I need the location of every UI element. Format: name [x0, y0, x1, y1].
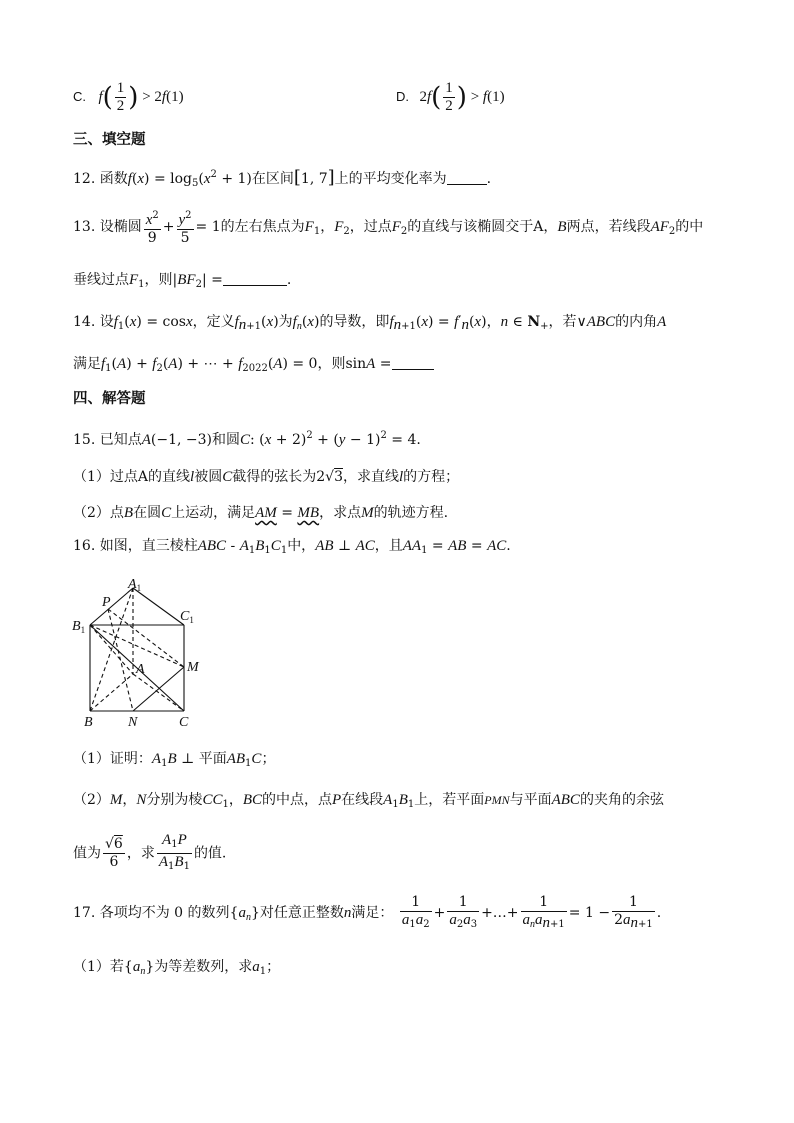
- edge-a-c: [133, 674, 184, 711]
- option-d: D. 2f( $\frac{1}{2}$ ) > f(1): [396, 80, 505, 114]
- question-14-line2: 满足$f_1(A) + f_2(A)$ + ⋯ + $f_{2022}(A) = 0$，则sinA =: [73, 354, 434, 379]
- question-16-part2-line2: 值为 $\frac{√6}{6}$ ，求 $\frac{A_1P}{A_1B_1}$ 的值.: [73, 832, 227, 872]
- label-b: B: [84, 715, 93, 730]
- edge-a1-c1: [133, 588, 184, 625]
- label-n: N: [128, 715, 138, 730]
- label-b1: $B_1$: [72, 619, 86, 635]
- label-c1: $C_1$: [180, 609, 194, 625]
- section-title-fill-blank: 三、填空题: [73, 132, 146, 148]
- answer-blank[interactable]: [392, 355, 434, 370]
- answer-blank[interactable]: [447, 170, 487, 185]
- question-13: 13. 设椭圆 $\frac{x^2}{9}$ + $\frac{y^2}{5}$ = 1的左右焦点为$F_1$，$F_2$，过点$F_2$的直线与该椭圆交于A，B两点，若线段$AF_2$的中: [73, 207, 703, 247]
- question-12: 12. 函数$f(x) = \log_5(x^2 + 1)$在区间[1, 7]上的平均变化率为 .: [73, 167, 492, 189]
- label-c: C: [179, 715, 189, 730]
- option-d-math: 2f( $\frac{1}{2}$ ) > f(1): [419, 80, 505, 114]
- edge-b1-a1: [90, 588, 133, 625]
- option-c: C. f( $\frac{1}{2}$ ) > 2f(1): [73, 80, 184, 114]
- section-title-answer: 四、解答题: [73, 391, 146, 407]
- label-a1: $A_1$: [128, 578, 142, 593]
- edge-b-a: [90, 674, 133, 711]
- question-15-part1: （1）过点A的直线l被圆C截得的弦长为2√3，求直线l的方程；: [73, 469, 460, 485]
- question-16-part2: （2）M，N分别为棱$CC_1$，BC的中点，点P在线段$A_1B_1$上，若平面PMN与平面ABC的夹角的余弦: [73, 792, 664, 810]
- answer-blank[interactable]: [223, 271, 287, 286]
- label-p: P: [102, 595, 111, 610]
- question-16-part1: （1）证明：$A_1B$ ⊥ 平面$AB_1C$；: [73, 751, 276, 769]
- prism-figure: [70, 578, 210, 738]
- label-m: M: [187, 660, 199, 675]
- option-c-math: f( $\frac{1}{2}$ ) > 2f(1): [98, 80, 184, 114]
- question-15: 15. 已知点A(−1, −3)和圆C: $(x + 2)^2 + (y - 1)^2 = 4$.: [73, 430, 421, 448]
- label-a: A: [136, 662, 145, 677]
- question-15-part2: （2）点B在圆C上运动，满足AM = MB，求点M的轨迹方程.: [73, 505, 449, 521]
- question-16: 16. 如图，直三棱柱ABC - $A_1B_1C_1$中，AB ⊥ AC，且$AA_1$ = AB = AC.: [73, 538, 511, 556]
- question-13-line2: 垂线过点$F_1$，则$|BF_2|$ = .: [73, 272, 292, 290]
- question-17-part1: （1）若$\{a_n\}$为等差数列，求$a_1$；: [73, 959, 281, 977]
- question-17: 17. 各项均不为 0 的数列$\{a_n\}$对任意正整数n满足： $\frac{1}{a_1a_2}$ + $\frac{1}{a_2a_3}$ +…+ $\frac{1}{a_na_{n+1}}$ = 1 − $\frac{1}{2a_{n+1}}$ .: [73, 893, 662, 931]
- question-14: 14. 设$f_1(x) = \cos x$，定义$f_{n+1}(x)$为$f_n(x)$的导数，即$f_{n+1}(x) = f'_n(x)$，n ∈ $N_+$，若∨ABC的内角A: [73, 314, 667, 333]
